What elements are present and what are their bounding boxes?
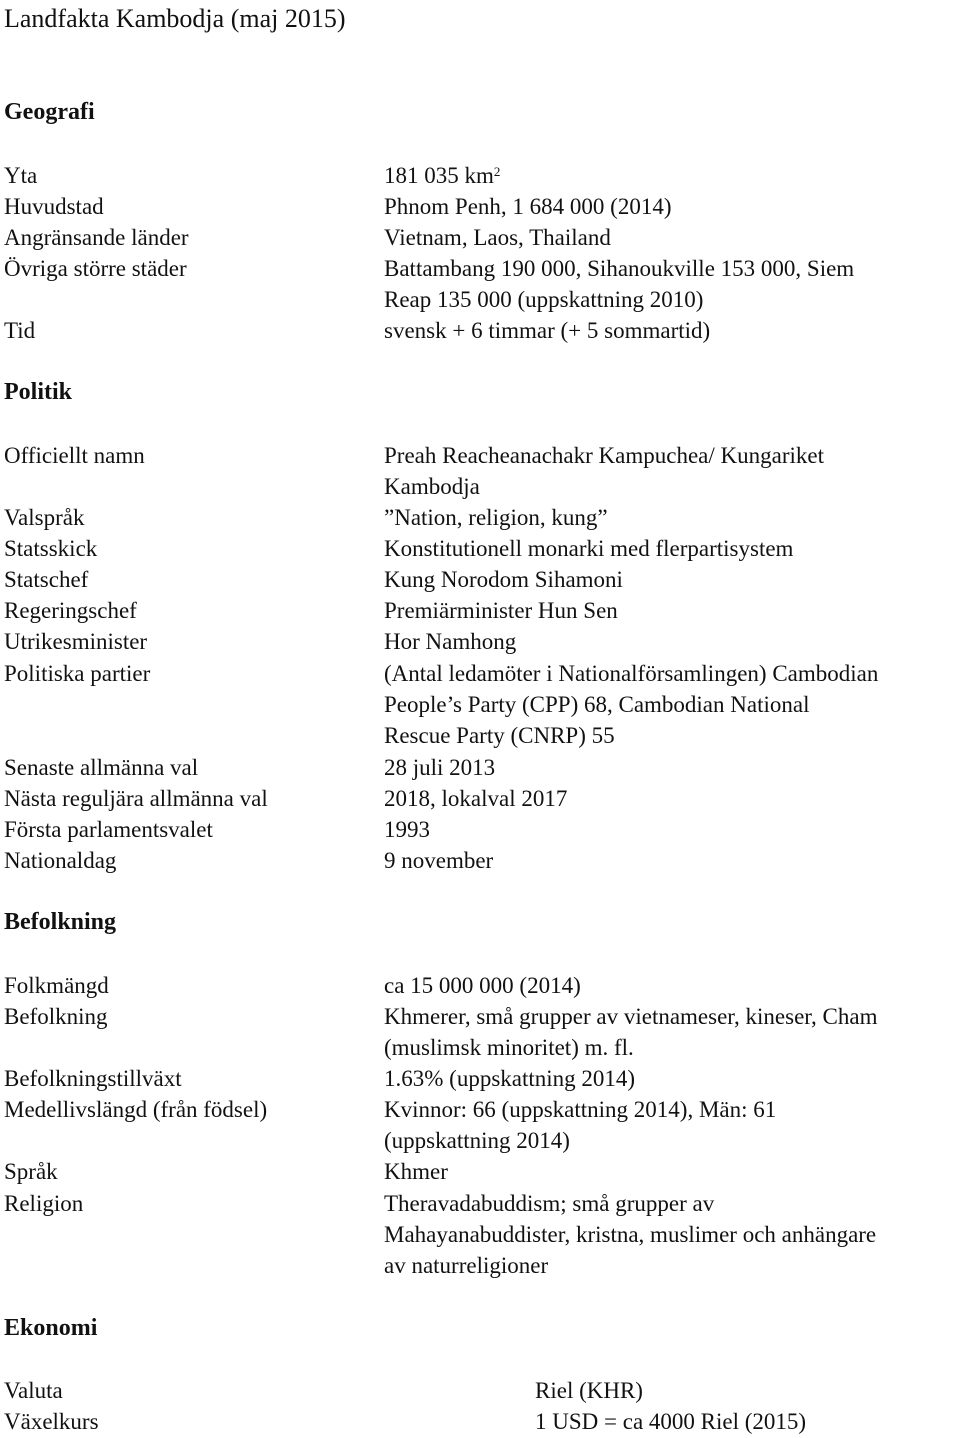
fact-value: ca 15 000 000 (2014)	[384, 973, 581, 998]
fact-value: Kvinnor: 66 (uppskattning 2014), Män: 61 (uppskattning 2014)	[384, 1097, 777, 1153]
fact-label: Utrikesminister	[4, 629, 148, 654]
fact-value: Khmerer, små grupper av vietnameser, kineser, Cham (muslimsk minoritet) m. fl.	[384, 1004, 878, 1060]
fact-value: 2018, lokalval 2017	[384, 786, 568, 811]
fact-label: Första parlamentsvalet	[4, 817, 213, 842]
fact-value: Konstitutionell monarki med flerpartisystem	[384, 536, 794, 561]
fact-label: Politiska partier	[4, 661, 151, 686]
fact-value: 28 juli 2013	[384, 755, 496, 780]
section-heading-geografi: Geografi	[4, 99, 95, 125]
fact-label: Nästa reguljära allmänna val	[4, 786, 268, 811]
fact-value: 1993	[384, 817, 430, 842]
fact-label: Valuta	[4, 1378, 63, 1403]
fact-label: Statschef	[4, 567, 89, 592]
fact-label: Tid	[4, 318, 36, 343]
fact-value: 181 035 $km^2$	[384, 163, 501, 188]
fact-label: Folkmängd	[4, 973, 109, 998]
fact-label: Officiellt namn	[4, 443, 145, 468]
fact-label: Befolkningstillväxt	[4, 1066, 182, 1091]
fact-value: 1.63% (uppskattning 2014)	[384, 1066, 636, 1091]
fact-label: Angränsande länder	[4, 225, 189, 250]
fact-value: svensk + 6 timmar (+ 5 sommartid)	[384, 318, 711, 343]
fact-label: Språk	[4, 1159, 58, 1184]
fact-value: Hor Namhong	[384, 629, 517, 654]
fact-label: Huvudstad	[4, 194, 104, 219]
fact-label: Regeringschef	[4, 598, 137, 623]
document-title: Landfakta Kambodja (maj 2015)	[4, 4, 346, 33]
fact-value: Vietnam, Laos, Thailand	[384, 225, 611, 250]
section-heading-ekonomi: Ekonomi	[4, 1315, 98, 1341]
fact-value: Preah Reacheanachakr Kampuchea/ Kungariket Kambodja	[384, 443, 824, 499]
fact-value: 9 november	[384, 848, 494, 873]
superscript: 2	[493, 164, 501, 179]
fact-value: Riel (KHR)	[535, 1378, 643, 1403]
section-heading-politik: Politik	[4, 379, 73, 405]
fact-label: Senaste allmänna val	[4, 755, 199, 780]
fact-value: (Antal ledamöter i Nationalförsamlingen) Cambodian People’s Party (CPP) 68, Cambodian National Rescue Party (CNRP) 55	[384, 661, 879, 748]
fact-label: Växelkurs	[4, 1409, 99, 1434]
fact-value: ”Nation, religion, kung”	[384, 505, 608, 530]
fact-value: Khmer	[384, 1159, 448, 1184]
fact-value: Theravadabuddism; små grupper av Mahayanabuddister, kristna, muslimer och anhängare av naturreligioner	[384, 1191, 877, 1278]
fact-label: Valspråk	[4, 505, 85, 530]
fact-value: Premiärminister Hun Sen	[384, 598, 618, 623]
fact-value: Phnom Penh, 1 684 000 (2014)	[384, 194, 672, 219]
section-heading-befolkning: Befolkning	[4, 909, 117, 935]
fact-value: Battambang 190 000, Sihanoukville 153 000, Siem Reap 135 000 (uppskattning 2010)	[384, 256, 855, 312]
fact-label: Nationaldag	[4, 848, 117, 873]
fact-label: Yta	[4, 163, 38, 188]
fact-label: Befolkning	[4, 1004, 108, 1029]
fact-value: 1 USD = ca 4000 Riel (2015)	[535, 1409, 807, 1434]
fact-label: Övriga större städer	[4, 256, 187, 281]
fact-label: Medellivslängd (från födsel)	[4, 1097, 268, 1122]
fact-value: Kung Norodom Sihamoni	[384, 567, 623, 592]
fact-label: Statsskick	[4, 536, 98, 561]
fact-label: Religion	[4, 1191, 84, 1216]
